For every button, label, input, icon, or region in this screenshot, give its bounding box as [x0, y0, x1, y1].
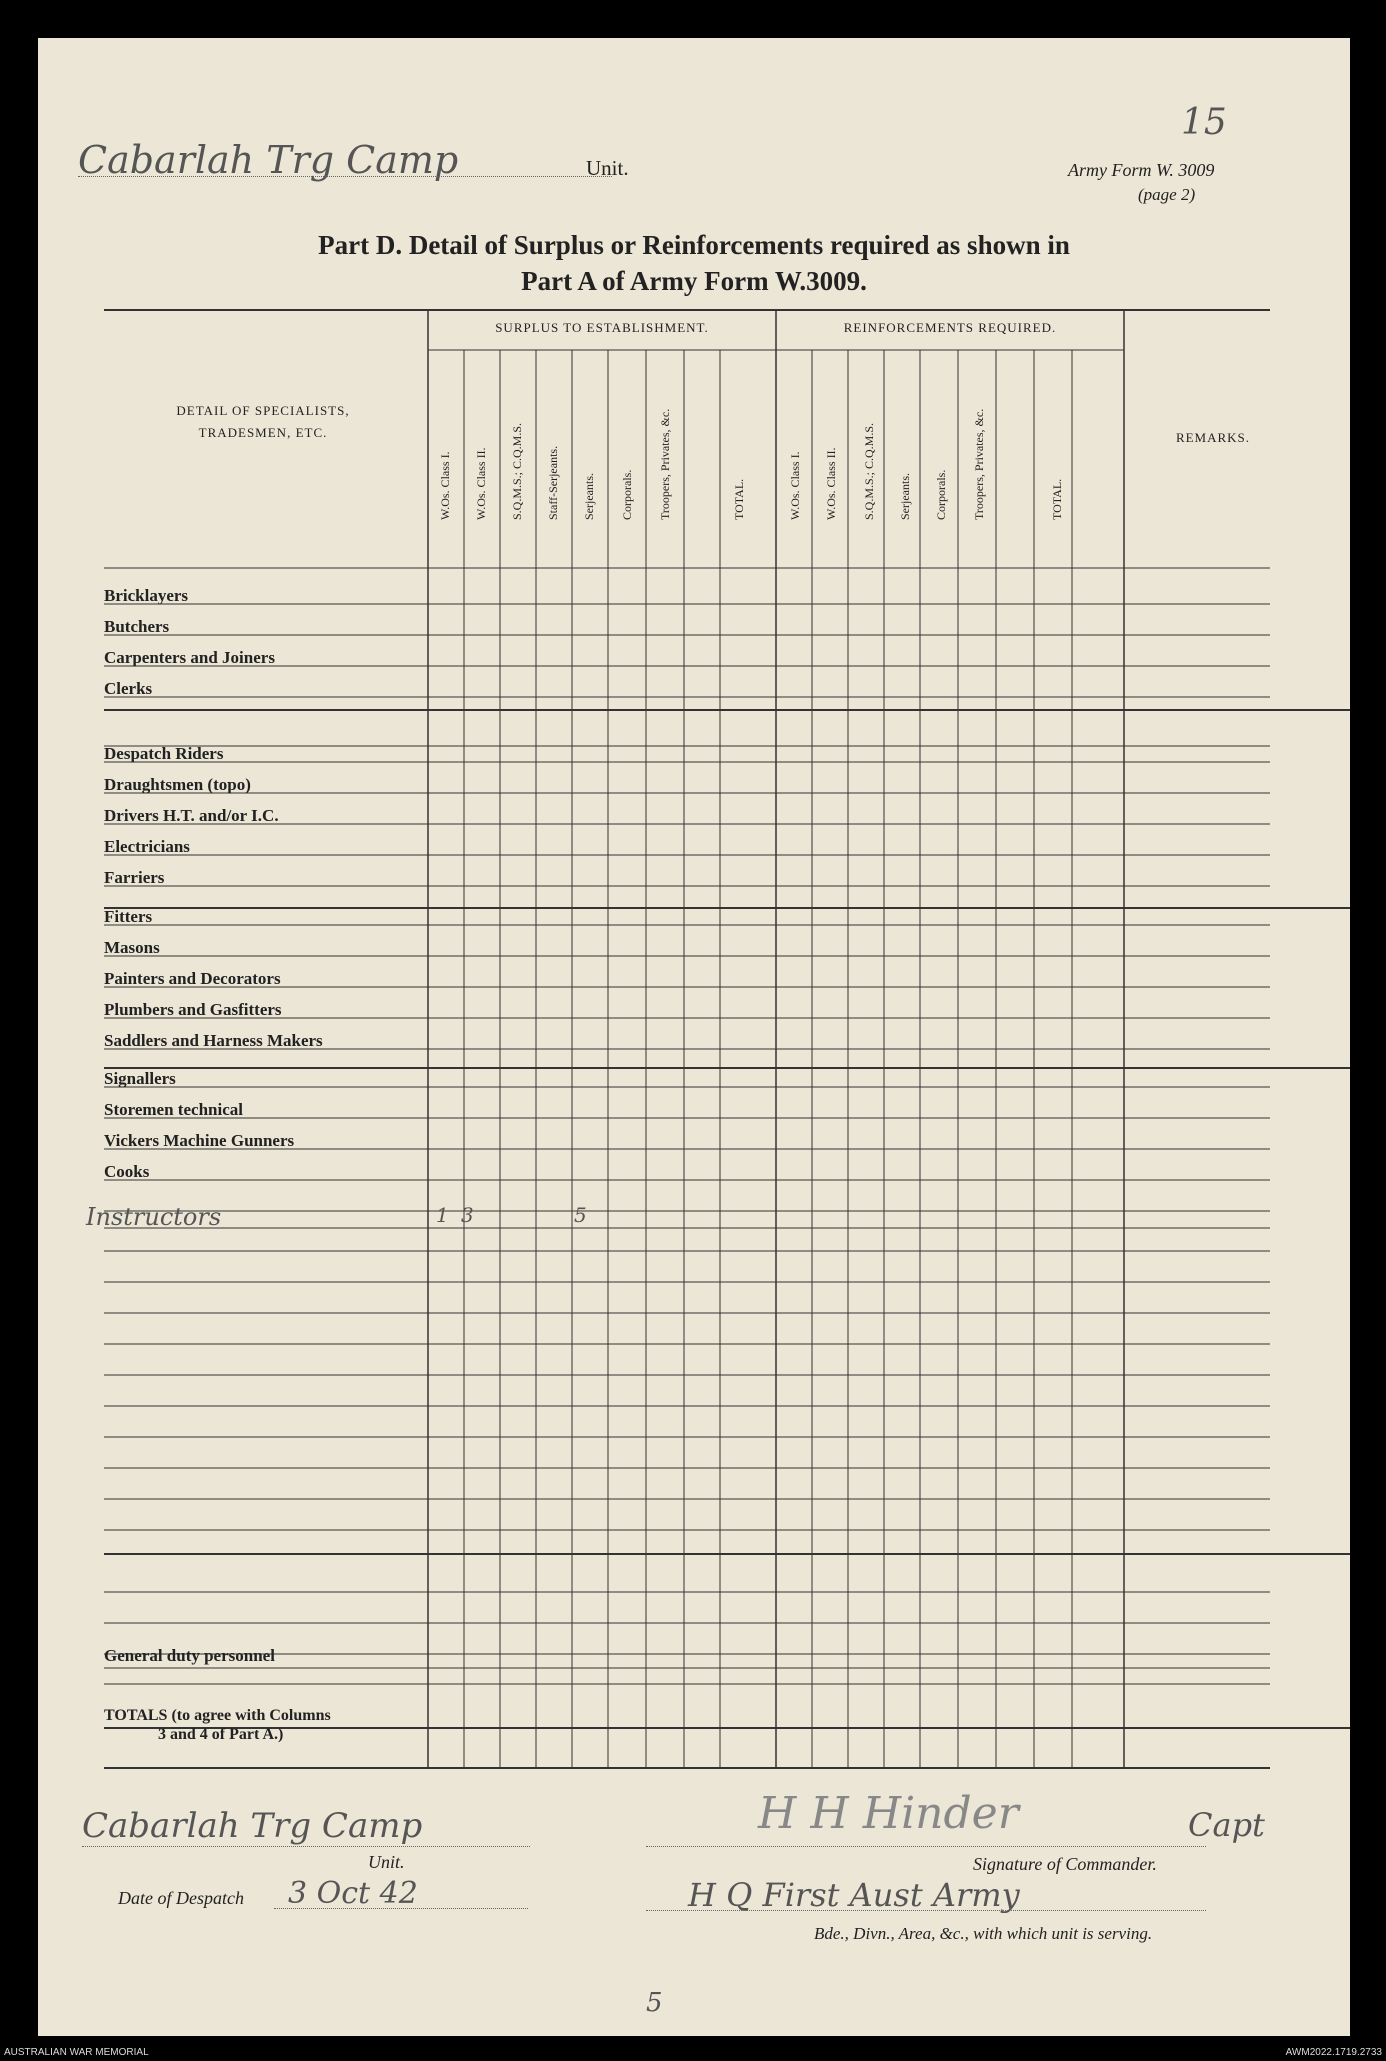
row-label: Painters and Decorators — [104, 969, 281, 988]
surplus-header: SURPLUS TO ESTABLISHMENT. — [495, 320, 709, 335]
surplus-col-label: W.Os. Class II. — [474, 447, 488, 520]
surplus-col-label: TOTAL. — [732, 478, 746, 520]
bottom-mark: 5 — [646, 1988, 663, 2018]
surplus-col-label: Staff-Serjeants. — [546, 445, 560, 520]
signature-line — [646, 1846, 1206, 1847]
row-label: Signallers — [104, 1069, 176, 1088]
title-line-2: Part A of Army Form W.3009. — [521, 266, 867, 296]
date-line — [274, 1908, 528, 1909]
row-label: Electricians — [104, 837, 190, 856]
totals-line-2: 3 and 4 of Part A.) — [158, 1726, 284, 1743]
row-label: Cooks — [104, 1162, 150, 1181]
detail-header-line-1: DETAIL OF SPECIALISTS, — [176, 403, 350, 418]
reinforcement-col-label: Serjeants. — [898, 473, 912, 520]
row-label: Despatch Riders — [104, 744, 224, 763]
form-page — [38, 38, 1350, 2036]
unit-label: Unit. — [586, 156, 629, 180]
title-line-1: Part D. Detail of Surplus or Reinforcements required as shown in — [318, 230, 1070, 260]
totals-line-1: TOTALS (to agree with Columns — [104, 1707, 331, 1724]
reinforcement-col-label: S.Q.M.S.; C.Q.M.S. — [862, 422, 876, 520]
page-number: 15 — [1181, 102, 1227, 143]
surplus-col-label: Troopers, Privates, &c. — [658, 408, 672, 520]
unit-handwritten: Cabarlah Trg Camp — [78, 138, 459, 182]
formation-label: Bde., Divn., Area, &c., with which unit is serving. — [814, 1924, 1153, 1943]
surplus-col-label: W.Os. Class I. — [438, 451, 452, 520]
formation-line — [646, 1910, 1206, 1911]
formation-handwritten: H Q First Aust Army — [688, 1876, 1020, 1914]
surplus-col-label: Serjeants. — [582, 473, 596, 520]
instructors-serjeants: 5 — [574, 1203, 587, 1227]
totals-label — [104, 1706, 331, 1744]
reinforcement-col-label: TOTAL. — [1050, 478, 1064, 520]
row-label: Storemen technical — [104, 1100, 243, 1119]
row-label: Carpenters and Joiners — [104, 648, 275, 667]
footer-unit-handwritten: Cabarlah Trg Camp — [82, 1806, 423, 1846]
archive-bar — [0, 2045, 1386, 2061]
handwritten-row-label: Instructors — [86, 1203, 222, 1231]
row-label: Clerks — [104, 679, 153, 698]
row-label: Bricklayers — [104, 586, 189, 605]
instructors-wo-class-1: 1 — [436, 1203, 449, 1227]
row-label: Fitters — [104, 907, 153, 926]
instructors-wo-class-2: 3 — [461, 1203, 474, 1227]
remarks-header: REMARKS. — [1175, 430, 1251, 445]
reinforcement-col-label: W.Os. Class I. — [788, 451, 802, 520]
footer-unit-line — [82, 1846, 530, 1847]
footer-unit-label: Unit. — [368, 1852, 405, 1872]
signature-label: Signature of Commander. — [973, 1854, 1157, 1874]
row-label: Farriers — [104, 868, 165, 887]
archive-left: AUSTRALIAN WAR MEMORIAL — [4, 2047, 149, 2058]
surplus-col-label: Corporals. — [620, 469, 634, 520]
general-duty-label: General duty personnel — [104, 1646, 275, 1665]
row-label: Masons — [104, 938, 160, 957]
row-label: Saddlers and Harness Makers — [104, 1031, 323, 1050]
date-label: Date of Despatch — [118, 1888, 244, 1908]
form-page: (page 2) — [1138, 185, 1196, 204]
commander-signature: H H Hinder — [758, 1788, 1019, 1839]
detail-header — [98, 400, 428, 444]
reinforcement-col-label: Corporals. — [934, 469, 948, 520]
row-label: Draughtsmen (topo) — [104, 775, 251, 794]
date-handwritten: 3 Oct 42 — [288, 1876, 418, 1911]
surplus-col-label: S.Q.M.S.; C.Q.M.S. — [510, 422, 524, 520]
commander-rank: Capt — [1188, 1806, 1265, 1844]
row-label: Drivers H.T. and/or I.C. — [104, 806, 279, 825]
detail-header-line-2: TRADESMEN, ETC. — [198, 425, 328, 440]
reinforcements-header: REINFORCEMENTS REQUIRED. — [843, 320, 1057, 335]
row-label: Butchers — [104, 617, 170, 636]
reinforcement-col-label: W.Os. Class II. — [824, 447, 838, 520]
reinforcement-col-label: Troopers, Privates, &c. — [972, 408, 986, 520]
form-name: Army Form W. 3009 — [1068, 160, 1215, 180]
row-label: Vickers Machine Gunners — [104, 1131, 295, 1150]
archive-right: AWM2022.1719.2733 — [1285, 2047, 1382, 2058]
row-label: Plumbers and Gasfitters — [104, 1000, 282, 1019]
